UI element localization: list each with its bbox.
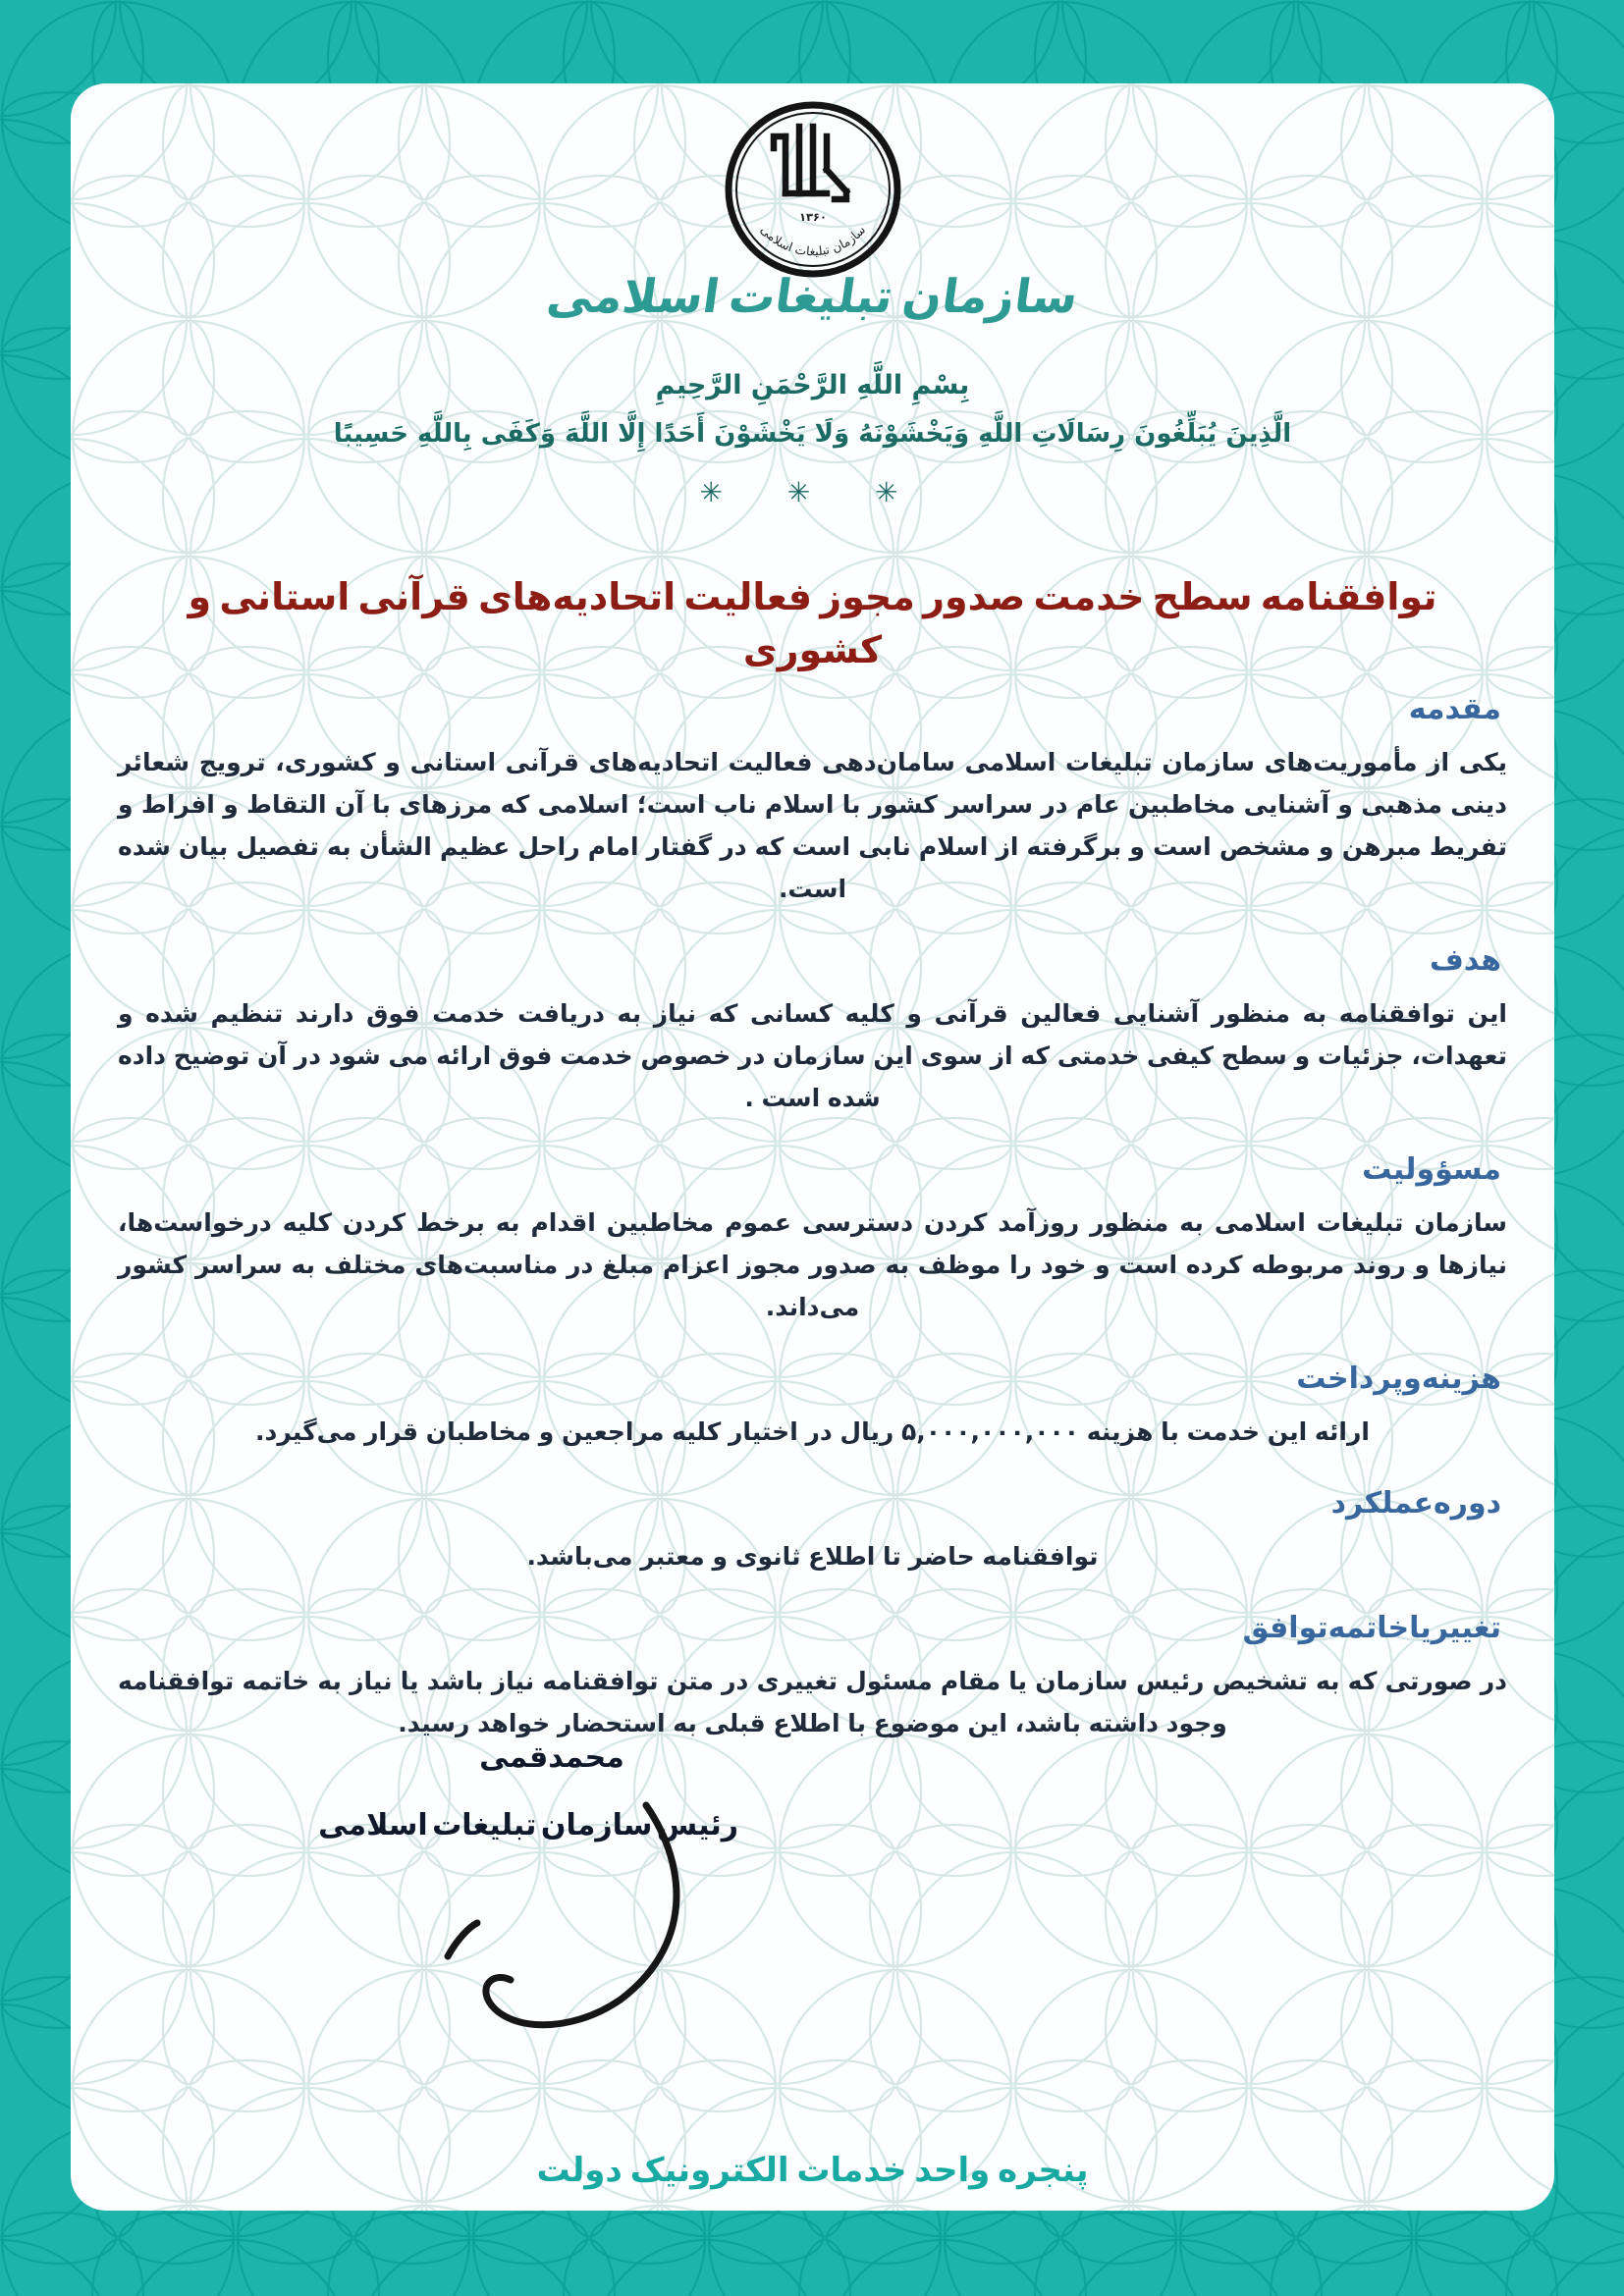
- section-body: این توافقنامه به منظور آشنایی فعالین قرآنی و کلیه کسانی که نیاز به دریافت خدمت فوق دارند تنظیم شده و تعهدات، جزئیات و سطح کیفی خدمتی که از سوی این سازمان در خصوص خدمت فوق ارائه می شود در آن توضیح داده شده است .: [118, 999, 1507, 1112]
- section-moghaddameh: [118, 690, 1507, 910]
- document-title: توافقنامه سطح خدمت صدور مجوز فعالیت اتحادیه‌های قرآنی استانی و کشوری: [188, 575, 1437, 671]
- section-body: توافقنامه حاضر تا اطلاع ثانوی و معتبر می‌باشد.: [526, 1542, 1099, 1571]
- emblem-year: ۱۳۶۰: [798, 210, 827, 224]
- section-masouliat: [118, 1150, 1507, 1328]
- signature-icon: [412, 1799, 717, 2045]
- org-emblem-icon: [723, 99, 903, 280]
- document-page: [71, 83, 1554, 2211]
- section-body: ارائه این خدمت با هزینه ۵,۰۰۰,۰۰۰,۰۰۰ ریال در اختیار کلیه مراجعین و مخاطبان قرار می‌گیرد.: [255, 1417, 1370, 1446]
- ornament-divider: ✳ ✳ ✳: [699, 476, 926, 508]
- section-body: در صورتی که به تشخیص رئیس سازمان یا مقام مسئول تغییری در متن توافقنامه نیاز باشد یا نیاز به خاتمه توافقنامه وجود داشته باشد، این موضوع با اطلاع قبلی به استحضار خواهد رسید.: [118, 1667, 1507, 1737]
- org-calligraphy: سازمان تبلیغات اسلامی: [543, 270, 1082, 324]
- section-heading: مسؤولیت: [1362, 1152, 1501, 1187]
- signatory-title: رئیس سازمان تبلیغات اسلامی: [318, 1808, 738, 1842]
- section-doreh-amalkard: [118, 1484, 1507, 1577]
- section-heading: دوره‌عملکرد: [1330, 1486, 1501, 1521]
- section-hazineh-pardakht: [118, 1360, 1507, 1453]
- section-taghir-khatemeh: [118, 1609, 1507, 1744]
- allah-kufic-icon: [774, 127, 846, 199]
- section-body: یکی از مأموریت‌های سازمان تبلیغات اسلامی سامان‌دهی فعالیت اتحادیه‌های قرآنی استانی و کشوری، ترویج شعائر دینی مذهبی و آشنایی مخاطبین عام در سراسر کشور با اسلام ناب است؛ اسلامی که مرزهای با آن التقاط و افراط و تفریط مبرهن و مشخص است و برگرفته از اسلام نابی است که در گفتار امام راحل عظیم الشأن به تفصیل بیان شده است.: [118, 748, 1507, 903]
- footer-text: پنجره واحد خدمات الکترونیک دولت: [536, 2151, 1089, 2190]
- org-emblem: [71, 99, 1554, 284]
- section-heading: هزینه‌وپرداخت: [1296, 1362, 1501, 1396]
- quran-verse-text: الَّذِينَ يُبَلِّغُونَ رِسَالَاتِ اللَّهِ وَيَخْشَوْنَهُ وَلَا يَخْشَوْنَ أَحَدًا إِلَّا اللَّهَ وَكَفَى بِاللَّهِ حَسِيبًا: [333, 419, 1292, 449]
- bismillah-text: بِسْمِ اللَّهِ الرَّحْمَنِ الرَّحِيمِ: [655, 370, 970, 400]
- section-body: سازمان تبلیغات اسلامی به منظور روزآمد کردن دسترسی عموم مخاطبین اقدام به برخط کردن کلیه درخواست‌ها، نیازها و روند مربوطه کرده است و خود را موظف به صدور مجوز اعزام مبلغ در مناسبت‌های مختلف به سراسر کشور می‌داند.: [118, 1208, 1507, 1321]
- section-hadaf: [118, 941, 1507, 1119]
- section-heading: تغییریاخاتمه‌توافق: [1242, 1611, 1501, 1645]
- section-heading: هدف: [1430, 943, 1501, 978]
- section-heading: مقدمه: [1408, 692, 1501, 726]
- sections-container: [118, 690, 1507, 1776]
- emblem-ring-text: سازمان تبلیغات اسلامی: [757, 222, 868, 259]
- page-content: [71, 83, 1554, 2211]
- signatory-name: محمدقمی: [479, 1740, 624, 1775]
